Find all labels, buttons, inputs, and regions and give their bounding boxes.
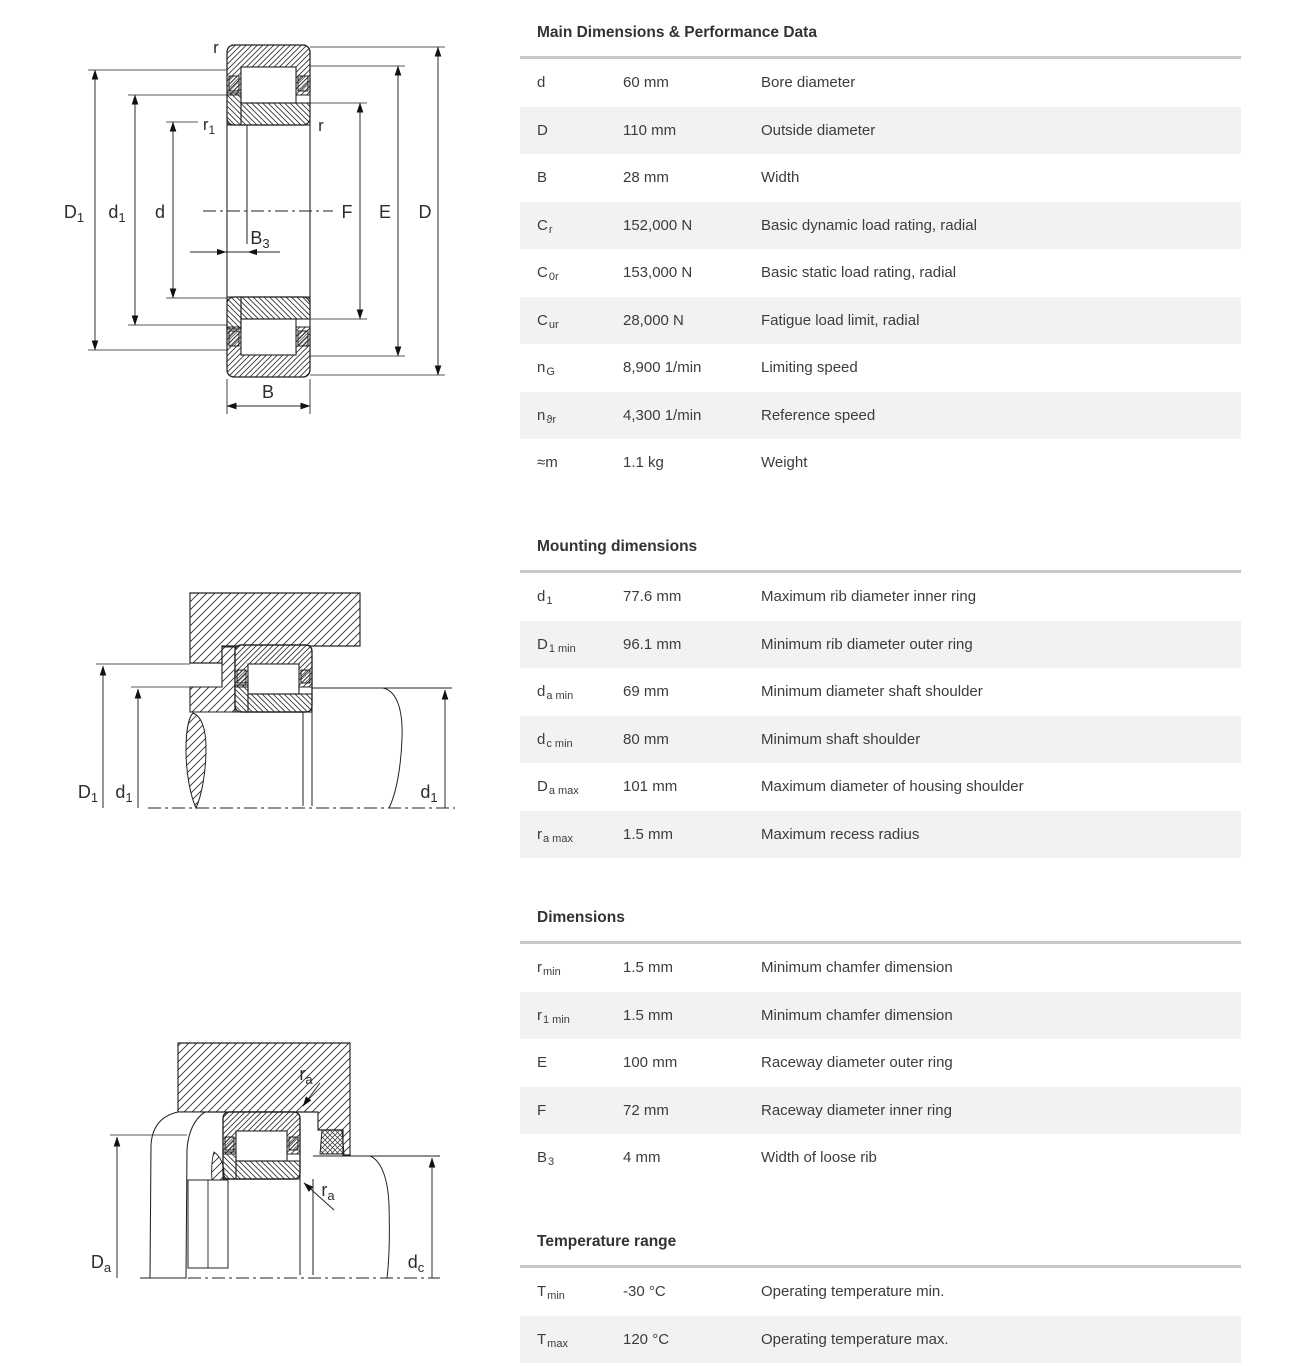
- value-cell: 101 mm: [623, 778, 678, 796]
- symbol-subscript: ur: [548, 318, 559, 331]
- spec-row: [520, 59, 1241, 107]
- spec-row: [520, 344, 1241, 392]
- description-cell: Outside diameter: [761, 121, 876, 139]
- drawing-mounting-shoulders: [91, 1043, 440, 1278]
- value-cell: 1.5 mm: [623, 825, 674, 843]
- dim-D1: [64, 70, 227, 350]
- label-r-right: r: [318, 116, 324, 135]
- label-r-top: r: [213, 38, 219, 57]
- description-cell: Maximum diameter of housing shoulder: [761, 778, 1024, 796]
- symbol-subscript: max: [547, 1337, 568, 1350]
- dim-B: [227, 379, 310, 414]
- dim-label-B3: $B_3$: [250, 228, 270, 251]
- value-cell: 77.6 mm: [623, 588, 682, 606]
- dim-Da: [91, 1137, 117, 1278]
- value-cell: 69 mm: [623, 683, 669, 701]
- dim-label-F: F: [341, 202, 353, 222]
- symbol-cell: [520, 683, 623, 703]
- section-title: Temperature range: [537, 1233, 677, 1250]
- symbol-cell: [520, 1102, 623, 1119]
- symbol-subscript: G: [546, 366, 555, 379]
- symbol-subscript: 1: [546, 595, 553, 608]
- symbol-subscript: a min: [546, 690, 574, 703]
- spec-row: [520, 763, 1241, 811]
- dim-D1-mounting: [78, 666, 103, 808]
- symbol-subscript: 3: [548, 1156, 555, 1169]
- symbol-cell: [520, 1283, 623, 1303]
- description-cell: Maximum recess radius: [761, 825, 920, 843]
- dim-d1-left: [115, 689, 138, 808]
- value-cell: 28 mm: [623, 169, 669, 187]
- symbol-main: D: [537, 635, 548, 653]
- symbol-cell: [520, 959, 623, 979]
- symbol-main: F: [537, 1101, 547, 1119]
- spec-rows: [520, 944, 1241, 1182]
- spec-row: [520, 1316, 1241, 1364]
- value-cell: -30 °C: [623, 1283, 666, 1301]
- symbol-main: n: [537, 406, 546, 424]
- label-ra-top: $r_a$: [299, 1064, 313, 1087]
- symbol-main: D: [537, 778, 548, 796]
- description-cell: Maximum rib diameter inner ring: [761, 588, 977, 606]
- value-cell: 1.1 kg: [623, 454, 664, 472]
- spec-row: [520, 1039, 1241, 1087]
- description-cell: Operating temperature max.: [761, 1330, 949, 1348]
- description-cell: Reference speed: [761, 406, 876, 424]
- description-cell: Basic static load rating, radial: [761, 264, 957, 282]
- spec-row: [520, 392, 1241, 440]
- spec-row: [520, 811, 1241, 859]
- description-cell: Minimum shaft shoulder: [761, 730, 921, 748]
- symbol-main: r: [537, 1006, 542, 1024]
- annotation-ra-bottom: [304, 1180, 335, 1210]
- symbol-subscript: a max: [543, 832, 573, 845]
- symbol-cell: [520, 74, 623, 91]
- symbol-subscript: c min: [546, 737, 573, 750]
- spec-row: [520, 107, 1241, 155]
- symbol-main: C: [537, 311, 548, 329]
- spec-row: [520, 621, 1241, 669]
- value-cell: 80 mm: [623, 730, 669, 748]
- spec-row: [520, 1134, 1241, 1182]
- technical-drawings: [0, 0, 520, 1366]
- dim-label-D: D: [418, 202, 432, 222]
- symbol-main: d: [537, 588, 546, 606]
- value-cell: 100 mm: [623, 1054, 678, 1072]
- symbol-main: d: [537, 730, 546, 748]
- value-cell: 96.1 mm: [623, 635, 682, 653]
- section-title: Main Dimensions & Performance Data: [537, 24, 817, 41]
- symbol-cell: [520, 636, 623, 653]
- description-cell: Bore diameter: [761, 74, 856, 92]
- description-cell: Raceway diameter inner ring: [761, 1101, 952, 1119]
- section-title: Dimensions: [537, 909, 625, 926]
- section-title: Mounting dimensions: [537, 538, 698, 555]
- symbol-cell: [520, 1149, 623, 1169]
- label-r1: $r_1$: [202, 115, 216, 137]
- dim-label-D1: $D_1$: [63, 202, 85, 225]
- dim-label-d1-right: $d_1$: [420, 782, 438, 805]
- symbol-subscript: a max: [548, 785, 579, 798]
- value-cell: 1.5 mm: [623, 959, 674, 977]
- dim-d: [155, 122, 227, 298]
- symbol-main: C: [537, 264, 548, 282]
- symbol-subscript: r: [548, 223, 553, 236]
- symbol-cell: [520, 264, 623, 284]
- spec-row: [520, 1087, 1241, 1135]
- value-cell: 28,000 N: [623, 311, 684, 329]
- symbol-subscript: 1 min: [548, 642, 576, 655]
- dim-label-dc: $d_c$: [407, 1252, 425, 1275]
- symbol-cell: [520, 1331, 623, 1348]
- value-cell: 72 mm: [623, 1101, 669, 1119]
- spec-row: [520, 439, 1241, 487]
- spec-section: [520, 23, 1241, 487]
- description-cell: Limiting speed: [761, 359, 858, 377]
- description-cell: Minimum chamfer dimension: [761, 1006, 953, 1024]
- symbol-main: T: [537, 1330, 547, 1348]
- value-cell: 60 mm: [623, 74, 669, 92]
- value-cell: 152,000 N: [623, 216, 693, 234]
- description-cell: Width of loose rib: [761, 1149, 877, 1167]
- value-cell: 1.5 mm: [623, 1006, 674, 1024]
- symbol-main: r: [537, 825, 542, 843]
- drawing-mounting-rib-diameters: [78, 593, 455, 808]
- dim-label-B: B: [261, 382, 275, 402]
- dim-label-d1: $d_1$: [108, 202, 126, 225]
- drawings-svg: [0, 0, 520, 1366]
- description-cell: Raceway diameter outer ring: [761, 1054, 953, 1072]
- symbol-main: E: [537, 1054, 548, 1072]
- spec-section: [520, 537, 1241, 858]
- symbol-subscript: ϑr: [546, 413, 557, 426]
- symbol-main: T: [537, 1283, 547, 1301]
- value-cell: 4 mm: [623, 1149, 661, 1167]
- value-cell: 153,000 N: [623, 264, 693, 282]
- spec-row: [520, 1268, 1241, 1316]
- description-cell: Operating temperature min.: [761, 1283, 945, 1301]
- value-cell: 8,900 1/min: [623, 359, 702, 377]
- spec-row: [520, 944, 1241, 992]
- description-cell: Fatigue load limit, radial: [761, 311, 920, 329]
- symbol-cell: [520, 1054, 623, 1071]
- description-cell: Basic dynamic load rating, radial: [761, 216, 977, 234]
- spec-row: [520, 154, 1241, 202]
- symbol-main: d: [537, 74, 546, 92]
- label-ra-bottom: $r_a$: [321, 1180, 335, 1203]
- dim-dc: [408, 1158, 432, 1278]
- spec-rows: [520, 59, 1241, 487]
- spec-section: [520, 1232, 1241, 1363]
- symbol-main: B: [537, 169, 548, 187]
- symbol-cell: [520, 1007, 623, 1024]
- description-cell: Minimum chamfer dimension: [761, 959, 953, 977]
- symbol-cell: [520, 454, 623, 471]
- symbol-main: n: [537, 359, 546, 377]
- symbol-cell: [520, 122, 623, 139]
- drawing-bearing-cross-section: [64, 38, 445, 414]
- description-cell: Minimum rib diameter outer ring: [761, 635, 973, 653]
- symbol-main: D: [537, 121, 548, 139]
- description-cell: Width: [761, 169, 800, 187]
- value-cell: 120 °C: [623, 1330, 670, 1348]
- description-cell: Weight: [761, 454, 808, 472]
- symbol-cell: [520, 826, 623, 843]
- symbol-subscript: 0r: [548, 271, 559, 284]
- symbol-cell: [520, 169, 623, 186]
- symbol-main: ≈m: [537, 454, 558, 472]
- symbol-main: B: [537, 1149, 548, 1167]
- symbol-main: C: [537, 216, 548, 234]
- spec-row: [520, 249, 1241, 297]
- value-cell: 110 mm: [623, 121, 677, 139]
- spec-row: [520, 716, 1241, 764]
- symbol-cell: [520, 407, 623, 424]
- dim-label-d: d: [154, 202, 166, 222]
- symbol-cell: [520, 588, 623, 608]
- spec-row: [520, 573, 1241, 621]
- spec-row: [520, 668, 1241, 716]
- spec-section: [520, 908, 1241, 1182]
- dim-label-d1: $d_1$: [115, 782, 133, 805]
- description-cell: Minimum diameter shaft shoulder: [761, 683, 983, 701]
- symbol-cell: [520, 731, 623, 748]
- symbol-main: r: [537, 959, 542, 977]
- symbol-main: d: [537, 683, 546, 701]
- symbol-cell: [520, 359, 623, 379]
- spec-row: [520, 202, 1241, 250]
- dim-d1-right: [420, 690, 445, 808]
- spec-tables: [520, 0, 1241, 1366]
- symbol-subscript: min: [543, 966, 561, 979]
- value-cell: 4,300 1/min: [623, 406, 702, 424]
- spec-rows: [520, 573, 1241, 858]
- dim-label-Da: $D_a$: [90, 1252, 112, 1275]
- symbol-subscript: 1 min: [543, 1013, 570, 1026]
- symbol-cell: [520, 778, 623, 798]
- spec-row: [520, 992, 1241, 1040]
- spec-rows: [520, 1268, 1241, 1363]
- symbol-cell: [520, 312, 623, 329]
- symbol-cell: [520, 217, 623, 234]
- dim-label-E: E: [378, 202, 392, 222]
- spec-row: [520, 297, 1241, 345]
- dim-B3: [190, 228, 280, 252]
- symbol-subscript: min: [547, 1290, 565, 1303]
- dim-label-D1: $D_1$: [77, 782, 99, 805]
